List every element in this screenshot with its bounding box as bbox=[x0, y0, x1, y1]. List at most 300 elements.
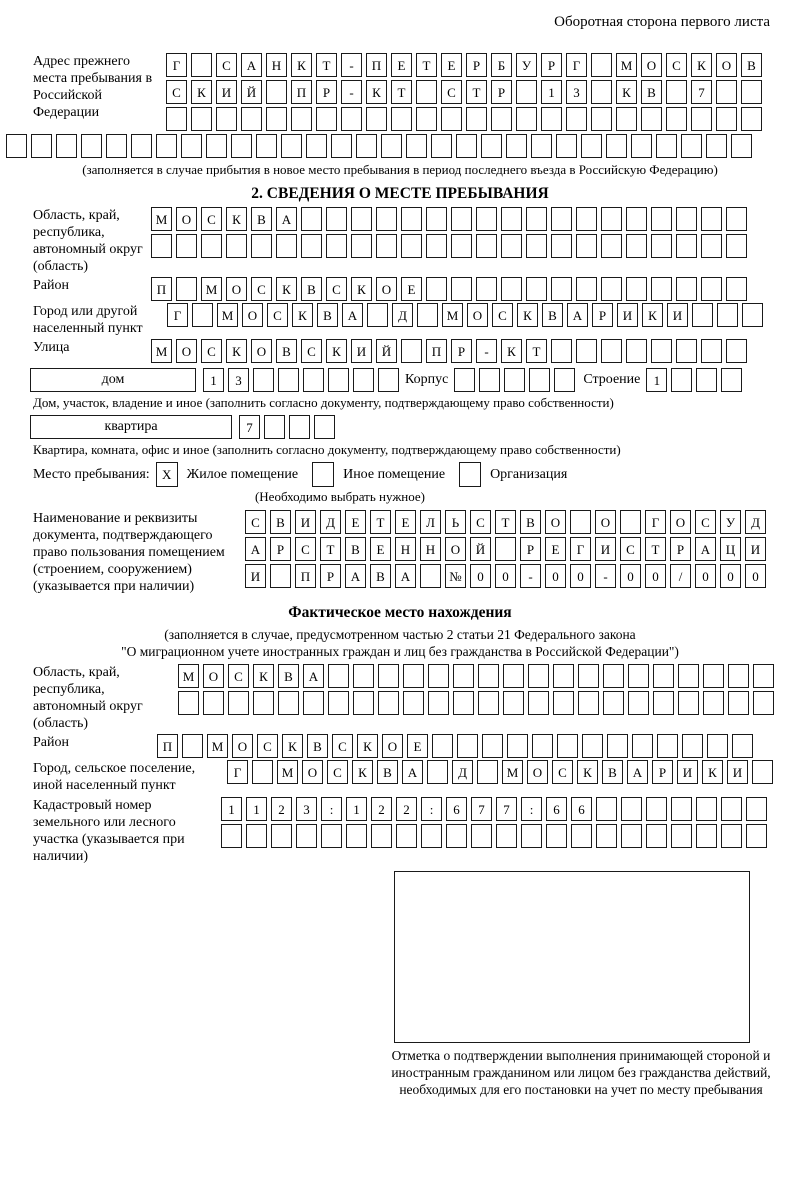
char-cell[interactable] bbox=[476, 277, 497, 301]
char-cell[interactable]: О bbox=[595, 510, 616, 534]
char-cell[interactable] bbox=[446, 824, 467, 848]
char-cell[interactable]: С bbox=[251, 277, 272, 301]
char-cell[interactable]: С bbox=[552, 760, 573, 784]
char-cell[interactable]: 0 bbox=[470, 564, 491, 588]
char-cell[interactable] bbox=[341, 107, 362, 131]
char-cell[interactable]: О bbox=[445, 537, 466, 561]
char-cell[interactable] bbox=[732, 734, 753, 758]
char-cell[interactable]: М bbox=[207, 734, 228, 758]
char-cell[interactable] bbox=[301, 207, 322, 231]
char-cell[interactable]: В bbox=[542, 303, 563, 327]
char-cell[interactable]: Г bbox=[167, 303, 188, 327]
char-cell[interactable]: К bbox=[577, 760, 598, 784]
char-cell[interactable]: Н bbox=[266, 53, 287, 77]
char-cell[interactable]: К bbox=[691, 53, 712, 77]
char-cell[interactable] bbox=[701, 277, 722, 301]
char-cell[interactable] bbox=[181, 134, 202, 158]
char-cell[interactable]: Е bbox=[401, 277, 422, 301]
char-cell[interactable]: А bbox=[695, 537, 716, 561]
char-cell[interactable]: Е bbox=[391, 53, 412, 77]
char-cell[interactable]: Й bbox=[376, 339, 397, 363]
char-cell[interactable] bbox=[656, 134, 677, 158]
char-cell[interactable] bbox=[726, 277, 747, 301]
char-cell[interactable]: И bbox=[245, 564, 266, 588]
char-cell[interactable] bbox=[456, 134, 477, 158]
char-cell[interactable]: И bbox=[351, 339, 372, 363]
char-cell[interactable] bbox=[703, 664, 724, 688]
char-cell[interactable] bbox=[591, 53, 612, 77]
char-cell[interactable] bbox=[420, 564, 441, 588]
char-cell[interactable]: Р bbox=[520, 537, 541, 561]
char-cell[interactable] bbox=[366, 107, 387, 131]
char-cell[interactable] bbox=[241, 107, 262, 131]
char-cell[interactable]: С bbox=[666, 53, 687, 77]
char-cell[interactable]: 7 bbox=[496, 797, 517, 821]
char-cell[interactable]: - bbox=[341, 80, 362, 104]
char-cell[interactable]: О bbox=[242, 303, 263, 327]
char-cell[interactable]: 2 bbox=[396, 797, 417, 821]
char-cell[interactable] bbox=[481, 134, 502, 158]
char-cell[interactable] bbox=[716, 107, 737, 131]
char-cell[interactable] bbox=[551, 277, 572, 301]
char-cell[interactable]: С bbox=[470, 510, 491, 534]
char-cell[interactable]: Р bbox=[451, 339, 472, 363]
char-cell[interactable] bbox=[306, 134, 327, 158]
char-cell[interactable]: А bbox=[567, 303, 588, 327]
char-cell[interactable]: П bbox=[157, 734, 178, 758]
dom-value-box[interactable]: дом bbox=[30, 368, 196, 392]
char-cell[interactable] bbox=[477, 760, 498, 784]
char-cell[interactable]: К bbox=[352, 760, 373, 784]
char-cell[interactable] bbox=[316, 107, 337, 131]
checkbox-inoe[interactable] bbox=[312, 462, 334, 487]
char-cell[interactable]: Т bbox=[391, 80, 412, 104]
char-cell[interactable] bbox=[651, 234, 672, 258]
char-cell[interactable] bbox=[678, 664, 699, 688]
char-cell[interactable] bbox=[471, 824, 492, 848]
char-cell[interactable]: : bbox=[421, 797, 442, 821]
char-cell[interactable]: С bbox=[332, 734, 353, 758]
char-cell[interactable] bbox=[526, 207, 547, 231]
char-cell[interactable] bbox=[504, 368, 525, 392]
char-cell[interactable] bbox=[696, 368, 717, 392]
char-cell[interactable]: И bbox=[216, 80, 237, 104]
char-cell[interactable] bbox=[256, 134, 277, 158]
char-cell[interactable]: К bbox=[501, 339, 522, 363]
char-cell[interactable]: О bbox=[527, 760, 548, 784]
char-cell[interactable]: 0 bbox=[645, 564, 666, 588]
char-cell[interactable]: В bbox=[741, 53, 762, 77]
char-cell[interactable] bbox=[301, 234, 322, 258]
char-cell[interactable]: К bbox=[253, 664, 274, 688]
char-cell[interactable]: Г bbox=[645, 510, 666, 534]
char-cell[interactable]: Р bbox=[316, 80, 337, 104]
char-cell[interactable] bbox=[6, 134, 27, 158]
char-cell[interactable]: - bbox=[341, 53, 362, 77]
char-cell[interactable]: Р bbox=[541, 53, 562, 77]
char-cell[interactable] bbox=[578, 664, 599, 688]
char-cell[interactable]: 1 bbox=[541, 80, 562, 104]
char-cell[interactable] bbox=[671, 824, 692, 848]
char-cell[interactable]: Н bbox=[420, 537, 441, 561]
char-cell[interactable] bbox=[703, 691, 724, 715]
char-cell[interactable] bbox=[278, 368, 299, 392]
char-cell[interactable]: А bbox=[342, 303, 363, 327]
char-cell[interactable] bbox=[606, 134, 627, 158]
char-cell[interactable] bbox=[246, 824, 267, 848]
char-cell[interactable] bbox=[692, 303, 713, 327]
char-cell[interactable] bbox=[276, 234, 297, 258]
char-cell[interactable] bbox=[576, 234, 597, 258]
char-cell[interactable] bbox=[176, 234, 197, 258]
char-cell[interactable]: 7 bbox=[239, 415, 260, 439]
char-cell[interactable] bbox=[556, 134, 577, 158]
char-cell[interactable]: К bbox=[357, 734, 378, 758]
char-cell[interactable] bbox=[289, 415, 310, 439]
char-cell[interactable] bbox=[182, 734, 203, 758]
char-cell[interactable] bbox=[553, 691, 574, 715]
char-cell[interactable]: № bbox=[445, 564, 466, 588]
char-cell[interactable] bbox=[303, 368, 324, 392]
char-cell[interactable] bbox=[576, 339, 597, 363]
char-cell[interactable] bbox=[401, 339, 422, 363]
char-cell[interactable]: У bbox=[516, 53, 537, 77]
char-cell[interactable] bbox=[476, 207, 497, 231]
char-cell[interactable] bbox=[206, 134, 227, 158]
char-cell[interactable]: 0 bbox=[495, 564, 516, 588]
char-cell[interactable] bbox=[721, 368, 742, 392]
char-cell[interactable]: О bbox=[641, 53, 662, 77]
char-cell[interactable]: М bbox=[201, 277, 222, 301]
char-cell[interactable]: О bbox=[251, 339, 272, 363]
char-cell[interactable]: Т bbox=[526, 339, 547, 363]
char-cell[interactable] bbox=[578, 691, 599, 715]
char-cell[interactable] bbox=[657, 734, 678, 758]
char-cell[interactable] bbox=[417, 303, 438, 327]
char-cell[interactable]: 6 bbox=[571, 797, 592, 821]
char-cell[interactable]: В bbox=[276, 339, 297, 363]
char-cell[interactable] bbox=[752, 760, 773, 784]
char-cell[interactable]: 0 bbox=[720, 564, 741, 588]
char-cell[interactable]: А bbox=[402, 760, 423, 784]
char-cell[interactable]: М bbox=[151, 207, 172, 231]
char-cell[interactable] bbox=[376, 234, 397, 258]
char-cell[interactable]: С bbox=[216, 53, 237, 77]
char-cell[interactable] bbox=[56, 134, 77, 158]
char-cell[interactable] bbox=[666, 107, 687, 131]
char-cell[interactable] bbox=[516, 80, 537, 104]
char-cell[interactable] bbox=[378, 368, 399, 392]
char-cell[interactable] bbox=[406, 134, 427, 158]
char-cell[interactable] bbox=[616, 107, 637, 131]
char-cell[interactable]: 1 bbox=[246, 797, 267, 821]
char-cell[interactable] bbox=[553, 664, 574, 688]
char-cell[interactable]: 0 bbox=[545, 564, 566, 588]
char-cell[interactable] bbox=[528, 691, 549, 715]
char-cell[interactable]: Е bbox=[441, 53, 462, 77]
char-cell[interactable] bbox=[516, 107, 537, 131]
char-cell[interactable] bbox=[478, 691, 499, 715]
char-cell[interactable]: Т bbox=[370, 510, 391, 534]
char-cell[interactable] bbox=[701, 207, 722, 231]
char-cell[interactable]: В bbox=[278, 664, 299, 688]
char-cell[interactable]: 1 bbox=[346, 797, 367, 821]
char-cell[interactable]: К bbox=[276, 277, 297, 301]
char-cell[interactable]: Е bbox=[545, 537, 566, 561]
char-cell[interactable] bbox=[554, 368, 575, 392]
char-cell[interactable]: О bbox=[382, 734, 403, 758]
char-cell[interactable] bbox=[482, 734, 503, 758]
char-cell[interactable] bbox=[466, 107, 487, 131]
char-cell[interactable] bbox=[252, 760, 273, 784]
char-cell[interactable]: Г bbox=[566, 53, 587, 77]
char-cell[interactable] bbox=[253, 691, 274, 715]
char-cell[interactable] bbox=[421, 824, 442, 848]
char-cell[interactable]: Ь bbox=[445, 510, 466, 534]
char-cell[interactable]: И bbox=[727, 760, 748, 784]
char-cell[interactable]: К bbox=[282, 734, 303, 758]
char-cell[interactable]: С bbox=[620, 537, 641, 561]
char-cell[interactable]: К bbox=[642, 303, 663, 327]
char-cell[interactable]: Р bbox=[270, 537, 291, 561]
char-cell[interactable] bbox=[601, 207, 622, 231]
char-cell[interactable] bbox=[131, 134, 152, 158]
char-cell[interactable] bbox=[328, 664, 349, 688]
char-cell[interactable]: О bbox=[203, 664, 224, 688]
char-cell[interactable]: И bbox=[745, 537, 766, 561]
char-cell[interactable] bbox=[376, 207, 397, 231]
char-cell[interactable] bbox=[626, 339, 647, 363]
char-cell[interactable] bbox=[626, 207, 647, 231]
char-cell[interactable] bbox=[426, 234, 447, 258]
char-cell[interactable] bbox=[731, 134, 752, 158]
char-cell[interactable] bbox=[570, 510, 591, 534]
char-cell[interactable] bbox=[416, 107, 437, 131]
char-cell[interactable]: В bbox=[641, 80, 662, 104]
char-cell[interactable]: А bbox=[245, 537, 266, 561]
char-cell[interactable]: О bbox=[232, 734, 253, 758]
char-cell[interactable]: С bbox=[492, 303, 513, 327]
char-cell[interactable]: 7 bbox=[471, 797, 492, 821]
char-cell[interactable]: / bbox=[670, 564, 691, 588]
char-cell[interactable]: В bbox=[251, 207, 272, 231]
char-cell[interactable] bbox=[266, 107, 287, 131]
char-cell[interactable] bbox=[356, 134, 377, 158]
char-cell[interactable] bbox=[203, 691, 224, 715]
char-cell[interactable]: С bbox=[301, 339, 322, 363]
char-cell[interactable]: П bbox=[151, 277, 172, 301]
char-cell[interactable]: С bbox=[201, 339, 222, 363]
char-cell[interactable] bbox=[191, 53, 212, 77]
char-cell[interactable] bbox=[476, 234, 497, 258]
char-cell[interactable]: П bbox=[426, 339, 447, 363]
char-cell[interactable]: П bbox=[295, 564, 316, 588]
char-cell[interactable] bbox=[353, 691, 374, 715]
char-cell[interactable]: Е bbox=[345, 510, 366, 534]
char-cell[interactable]: О bbox=[545, 510, 566, 534]
char-cell[interactable]: - bbox=[476, 339, 497, 363]
char-cell[interactable]: И bbox=[677, 760, 698, 784]
char-cell[interactable]: М bbox=[442, 303, 463, 327]
char-cell[interactable] bbox=[696, 797, 717, 821]
char-cell[interactable] bbox=[270, 564, 291, 588]
char-cell[interactable] bbox=[726, 339, 747, 363]
char-cell[interactable] bbox=[201, 234, 222, 258]
char-cell[interactable] bbox=[296, 824, 317, 848]
char-cell[interactable] bbox=[428, 664, 449, 688]
char-cell[interactable] bbox=[328, 368, 349, 392]
char-cell[interactable] bbox=[506, 134, 527, 158]
char-cell[interactable] bbox=[596, 797, 617, 821]
char-cell[interactable] bbox=[351, 234, 372, 258]
char-cell[interactable] bbox=[671, 368, 692, 392]
char-cell[interactable]: - bbox=[520, 564, 541, 588]
char-cell[interactable] bbox=[646, 797, 667, 821]
char-cell[interactable]: С bbox=[166, 80, 187, 104]
char-cell[interactable]: К bbox=[517, 303, 538, 327]
char-cell[interactable] bbox=[501, 234, 522, 258]
char-cell[interactable]: 3 bbox=[296, 797, 317, 821]
char-cell[interactable] bbox=[607, 734, 628, 758]
char-cell[interactable] bbox=[178, 691, 199, 715]
char-cell[interactable] bbox=[671, 797, 692, 821]
char-cell[interactable] bbox=[326, 234, 347, 258]
char-cell[interactable] bbox=[651, 207, 672, 231]
char-cell[interactable] bbox=[226, 234, 247, 258]
char-cell[interactable]: С bbox=[267, 303, 288, 327]
char-cell[interactable] bbox=[721, 797, 742, 821]
char-cell[interactable] bbox=[314, 415, 335, 439]
char-cell[interactable]: 2 bbox=[371, 797, 392, 821]
char-cell[interactable]: В bbox=[377, 760, 398, 784]
char-cell[interactable] bbox=[151, 234, 172, 258]
char-cell[interactable] bbox=[441, 107, 462, 131]
char-cell[interactable] bbox=[495, 537, 516, 561]
char-cell[interactable] bbox=[501, 207, 522, 231]
char-cell[interactable] bbox=[453, 691, 474, 715]
char-cell[interactable]: К bbox=[326, 339, 347, 363]
char-cell[interactable] bbox=[632, 734, 653, 758]
char-cell[interactable] bbox=[266, 80, 287, 104]
char-cell[interactable]: К bbox=[366, 80, 387, 104]
char-cell[interactable] bbox=[453, 664, 474, 688]
char-cell[interactable] bbox=[717, 303, 738, 327]
char-cell[interactable] bbox=[264, 415, 285, 439]
char-cell[interactable]: Д bbox=[320, 510, 341, 534]
char-cell[interactable] bbox=[726, 207, 747, 231]
char-cell[interactable] bbox=[676, 234, 697, 258]
char-cell[interactable] bbox=[753, 691, 774, 715]
char-cell[interactable] bbox=[591, 107, 612, 131]
char-cell[interactable]: 1 bbox=[221, 797, 242, 821]
char-cell[interactable] bbox=[603, 664, 624, 688]
char-cell[interactable] bbox=[521, 824, 542, 848]
char-cell[interactable] bbox=[532, 734, 553, 758]
char-cell[interactable]: Е bbox=[395, 510, 416, 534]
char-cell[interactable] bbox=[503, 691, 524, 715]
char-cell[interactable] bbox=[620, 510, 641, 534]
char-cell[interactable]: И bbox=[295, 510, 316, 534]
char-cell[interactable]: О bbox=[302, 760, 323, 784]
char-cell[interactable] bbox=[726, 234, 747, 258]
char-cell[interactable] bbox=[501, 277, 522, 301]
char-cell[interactable] bbox=[378, 664, 399, 688]
char-cell[interactable] bbox=[546, 824, 567, 848]
char-cell[interactable]: К bbox=[226, 339, 247, 363]
char-cell[interactable]: О bbox=[176, 339, 197, 363]
char-cell[interactable] bbox=[31, 134, 52, 158]
char-cell[interactable] bbox=[728, 691, 749, 715]
char-cell[interactable] bbox=[353, 664, 374, 688]
char-cell[interactable]: В bbox=[345, 537, 366, 561]
char-cell[interactable] bbox=[701, 339, 722, 363]
char-cell[interactable] bbox=[416, 80, 437, 104]
char-cell[interactable]: Т bbox=[466, 80, 487, 104]
char-cell[interactable] bbox=[603, 691, 624, 715]
char-cell[interactable] bbox=[581, 134, 602, 158]
char-cell[interactable] bbox=[281, 134, 302, 158]
char-cell[interactable]: Л bbox=[420, 510, 441, 534]
char-cell[interactable] bbox=[707, 734, 728, 758]
char-cell[interactable] bbox=[326, 207, 347, 231]
char-cell[interactable]: М bbox=[502, 760, 523, 784]
char-cell[interactable]: К bbox=[291, 53, 312, 77]
char-cell[interactable]: Р bbox=[491, 80, 512, 104]
char-cell[interactable] bbox=[753, 664, 774, 688]
char-cell[interactable] bbox=[331, 134, 352, 158]
char-cell[interactable]: С bbox=[695, 510, 716, 534]
char-cell[interactable] bbox=[478, 664, 499, 688]
char-cell[interactable] bbox=[503, 664, 524, 688]
char-cell[interactable]: Е bbox=[407, 734, 428, 758]
char-cell[interactable]: 3 bbox=[228, 368, 249, 392]
char-cell[interactable]: К bbox=[616, 80, 637, 104]
char-cell[interactable] bbox=[391, 107, 412, 131]
char-cell[interactable] bbox=[676, 277, 697, 301]
char-cell[interactable]: В bbox=[307, 734, 328, 758]
char-cell[interactable] bbox=[646, 824, 667, 848]
char-cell[interactable]: И bbox=[595, 537, 616, 561]
char-cell[interactable]: О bbox=[670, 510, 691, 534]
char-cell[interactable] bbox=[496, 824, 517, 848]
char-cell[interactable] bbox=[741, 80, 762, 104]
char-cell[interactable] bbox=[403, 691, 424, 715]
char-cell[interactable] bbox=[451, 207, 472, 231]
char-cell[interactable]: П bbox=[366, 53, 387, 77]
char-cell[interactable] bbox=[651, 277, 672, 301]
char-cell[interactable]: - bbox=[595, 564, 616, 588]
char-cell[interactable] bbox=[321, 824, 342, 848]
char-cell[interactable] bbox=[81, 134, 102, 158]
char-cell[interactable] bbox=[253, 368, 274, 392]
char-cell[interactable]: 2 bbox=[271, 797, 292, 821]
char-cell[interactable] bbox=[601, 277, 622, 301]
char-cell[interactable]: У bbox=[720, 510, 741, 534]
char-cell[interactable]: С bbox=[326, 277, 347, 301]
char-cell[interactable] bbox=[728, 664, 749, 688]
char-cell[interactable]: А bbox=[241, 53, 262, 77]
char-cell[interactable] bbox=[716, 80, 737, 104]
char-cell[interactable]: Й bbox=[241, 80, 262, 104]
char-cell[interactable]: А bbox=[395, 564, 416, 588]
char-cell[interactable]: В bbox=[301, 277, 322, 301]
char-cell[interactable]: : bbox=[321, 797, 342, 821]
char-cell[interactable]: К bbox=[226, 207, 247, 231]
char-cell[interactable]: Д bbox=[452, 760, 473, 784]
char-cell[interactable] bbox=[666, 80, 687, 104]
char-cell[interactable] bbox=[251, 234, 272, 258]
char-cell[interactable]: Т bbox=[645, 537, 666, 561]
